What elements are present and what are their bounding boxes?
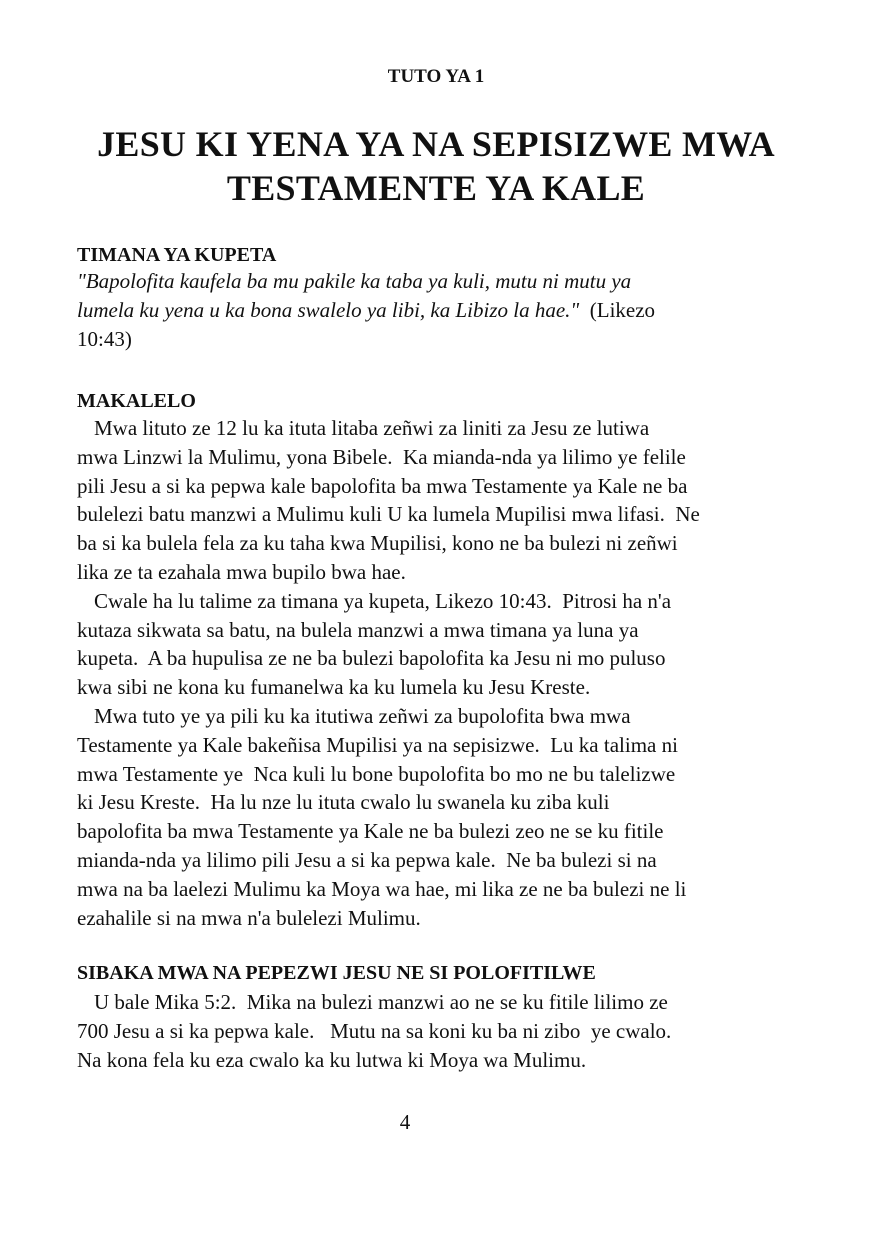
memory-verse — [77, 267, 797, 353]
introduction-body — [77, 414, 797, 932]
text-line: U bale Mika 5:2. Mika na bulezi manzwi ao ne se ku fitile lilimo ze — [94, 990, 668, 1014]
text-line: mwa Linzwi la Mulimu, yona Bibele. Ka mianda-nda ya lilimo ye felile — [77, 444, 686, 469]
text-line: ba si ka bulela fela za ku taha kwa Mupilisi, kono ne ba bulezi ni zeñwi — [77, 531, 678, 556]
text-line: Cwale ha lu talime za timana ya kupeta, Likezo 10:43. Pitrosi ha n'a — [94, 588, 672, 613]
paragraph — [77, 988, 797, 1074]
text-line: lika ze ta ezahala mwa bupilo bwa hae. — [77, 559, 406, 584]
text-line: Mwa tuto ye ya pili ku ka itutiwa zeñwi za bupolofita bwa mwa — [94, 703, 631, 728]
text-line: Na kona fela ku eza cwalo ka ku lutwa ki Moya wa Mulimu. — [77, 1047, 587, 1072]
text-line: kupeta. A ba hupulisa ze ne ba bulezi bapolofita ka Jesu ni mo puluso — [77, 646, 666, 671]
paragraph — [77, 702, 797, 932]
text-line: bulelezi batu manzwi a Mulimu kuli U ka lumela Mupilisi mwa lifasi. Ne — [77, 502, 700, 527]
page-title — [0, 122, 872, 210]
text-line: Mwa lituto ze 12 lu ka ituta litaba zeñwi za liniti za Jesu ze lutiwa — [94, 416, 650, 440]
text-line: bapolofita ba mwa Testamente ya Kale ne ba bulezi zeo ne se ku fitile — [77, 819, 664, 844]
text-line: mwa Testamente ye Nca kuli lu bone bupolofita bo mo ne bu talelizwe — [77, 761, 676, 786]
reference: 10:43) — [77, 326, 132, 351]
text-line: Testamente ya Kale bakeñisa Mupilisi ya na sepisizwe. Lu ka talima ni — [77, 732, 678, 757]
quote-text: "Bapolofita kaufela ba mu pakile ka taba ya kuli, mutu ni mutu ya — [77, 269, 632, 293]
text-line: 700 Jesu a si ka pepwa kale. Mutu na sa koni ku ba ni zibo ye cwalo. — [77, 1018, 672, 1043]
text-line: kwa sibi ne kona ku fumanelwa ka ku lumela ku Jesu Kreste. — [77, 675, 591, 700]
text-line: mwa na ba laelezi Mulimu ka Moya wa hae, mi lika ze ne ba bulezi ne li — [77, 876, 687, 901]
title-line: TESTAMENTE YA KALE — [226, 168, 646, 208]
section-heading-sibaka: SIBAKA MWA NA PEPEZWI JESU NE SI POLOFITILWE — [77, 962, 596, 984]
title-line: JESU KI YENA YA NA SEPISIZWE MWA — [97, 124, 775, 164]
section-heading-makalelo: MAKALELO — [77, 390, 196, 412]
paragraph — [77, 587, 797, 702]
section-body — [77, 988, 797, 1074]
chapter-label: TUTO YA 1 — [387, 66, 485, 87]
text-line: mianda-nda ya lilimo pili Jesu a si ka pepwa kale. Ne ba bulezi si na — [77, 847, 657, 872]
reference: (Likezo — [579, 297, 656, 322]
text-line: kutaza sikwata sa batu, na bulela manzwi a mwa timana ya luna ya — [77, 617, 639, 642]
text-line: ki Jesu Kreste. Ha lu nze lu ituta cwalo lu swanela ku ziba kuli — [77, 790, 610, 815]
text-line: ezahalile si na mwa n'a bulelezi Mulimu. — [77, 905, 421, 930]
page-number: 4 — [399, 1110, 411, 1134]
text-line: pili Jesu a si ka pepwa kale bapolofita ba mwa Testamente ya Kale ne ba — [77, 473, 688, 498]
quote-text: lumela ku yena u ka bona swalelo ya libi, ka Libizo la hae." — [77, 297, 580, 322]
paragraph — [77, 414, 797, 587]
section-heading-timana: TIMANA YA KUPETA — [77, 244, 277, 266]
